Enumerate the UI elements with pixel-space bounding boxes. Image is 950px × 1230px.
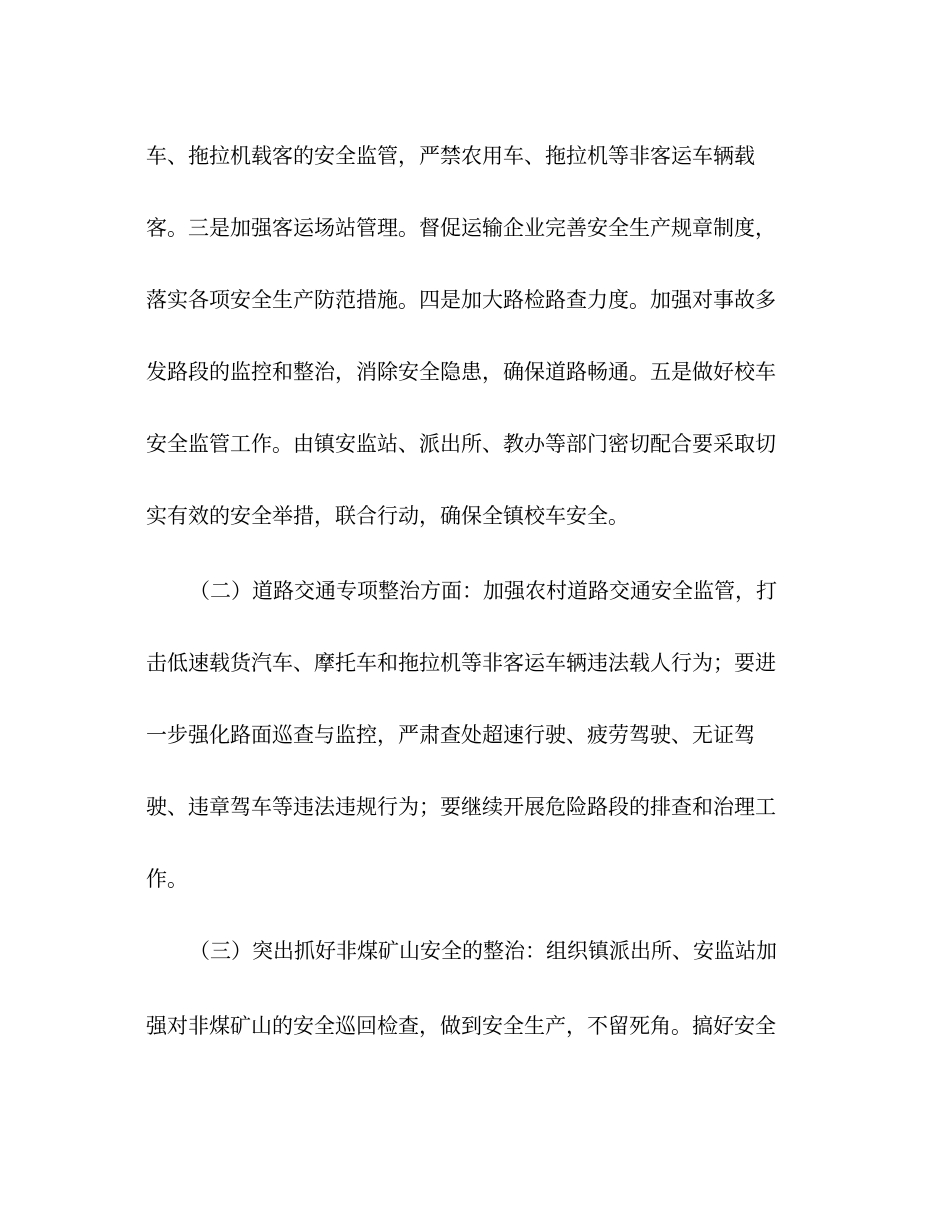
text-line: 实有效的安全举措，联合行动，确保全镇校车安全。 (146, 504, 629, 528)
text-line: 驶、违章驾车等违法违规行为；要继续开展危险路段的排查和治理工 (146, 795, 776, 819)
text-line: 客。三是加强客运场站管理。督促运输企业完善安全生产规章制度， (146, 216, 776, 240)
paragraph-start-line: （三）突出抓好非煤矿山安全的整治：组织镇派出所、安监站加 (189, 939, 777, 963)
text-line: 作。 (146, 867, 188, 891)
text-line: 击低速载货汽车、摩托车和拖拉机等非客运车辆违法载人行为；要进 (146, 651, 776, 675)
text-line: 车、拖拉机载客的安全监管，严禁农用车、拖拉机等非客运车辆载 (146, 144, 755, 168)
text-line: 一步强化路面巡查与监控，严肃查处超速行驶、疲劳驾驶、无证驾 (146, 723, 755, 747)
text-line: 安全监管工作。由镇安监站、派出所、教办等部门密切配合要采取切 (146, 432, 776, 456)
text-line: 发路段的监控和整治，消除安全隐患，确保道路畅通。五是做好校车 (146, 360, 776, 384)
text-line: 强对非煤矿山的安全巡回检查，做到安全生产，不留死角。搞好安全 (146, 1014, 776, 1038)
paragraph-start-line: （二）道路交通专项整治方面：加强农村道路交通安全监管，打 (189, 579, 777, 603)
text-line: 落实各项安全生产防范措施。四是加大路检路查力度。加强对事故多 (146, 288, 776, 312)
